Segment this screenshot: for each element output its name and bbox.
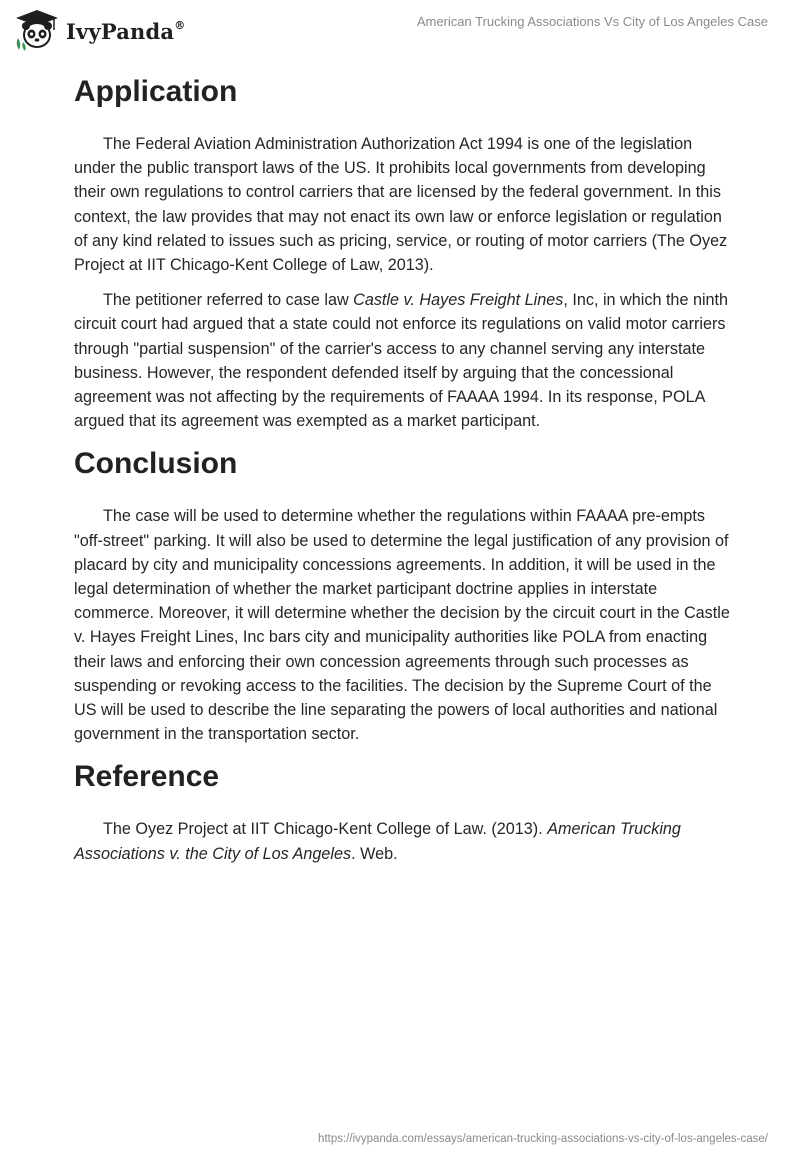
panda-graduate-icon: [14, 8, 60, 52]
reference-entry: The Oyez Project at IIT Chicago-Kent College of Law. (2013). American Trucking Associations v. the City of Los Angeles. Web.: [74, 820, 681, 863]
reference-title: American Trucking Associations v. the City of Los Angeles: [74, 820, 681, 863]
application-paragraph-1: The Federal Aviation Administration Authorization Act 1994 is one of the legislation under the public transport laws of the US. It prohibits local governments from developing their own regulations to control carriers that are licensed by the federal government. In this context, the law provides that may not enact its own law or enforce legislation or regulation of any kind related to issues such as pricing, service, or routing of motor carriers (The Oyez Project at IIT Chicago-Kent College of Law, 2013).: [74, 135, 728, 275]
application-paragraph-2: The petitioner referred to case law Castle v. Hayes Freight Lines, Inc, in which the ninth circuit court had argued that a state could not enforce its regulations on valid motor carriers through "partial suspension" of the carrier's access to any channel serving any interstate business. However, the respondent defended itself by arguing that the concessional agreement was not affecting by the requirements of FAAAA 1994. In its response, POLA argued that its agreement was exempted as a market participant.: [74, 291, 729, 431]
conclusion-heading: Conclusion: [74, 447, 238, 481]
case-citation: Castle v. Hayes Freight Lines: [353, 291, 564, 310]
ivypanda-logo[interactable]: [14, 8, 185, 52]
document-title: American Trucking Associations Vs City of Los Angeles Case: [416, 14, 768, 29]
application-heading: Application: [74, 75, 238, 108]
conclusion-section: [74, 442, 730, 746]
logo-text: IvyPanda®: [66, 18, 186, 44]
application-section: [74, 70, 730, 433]
reference-section: [74, 755, 730, 865]
essay-body: [74, 68, 730, 866]
reference-heading: Reference: [74, 760, 220, 794]
conclusion-paragraph: The case will be used to determine whether the regulations within FAAAA pre-empts "off-street" parking. It will also be used to determine the legal justification of any provision of placard by city and municipality concessions agreements. In addition, it will be used in the legal determination of whether the market participant doctrine applies in interstate commerce. Moreover, it will determine whether the decision by the circuit court in the Castle v. Hayes Freight Lines, Inc bars city and municipality authorities like POLA from enacting their laws and enforcing their own concession agreements through such processes as suspending or revoking access to the facilities. The decision by the Supreme Court of the US will be used to describe the line separating the powers of local authorities and national government in the transportation sector.: [74, 507, 730, 744]
page-header: [0, 0, 800, 60]
source-url[interactable]: https://ivypanda.com/essays/american-trucking-associations-vs-city-of-los-angeles-case/: [318, 1133, 768, 1145]
